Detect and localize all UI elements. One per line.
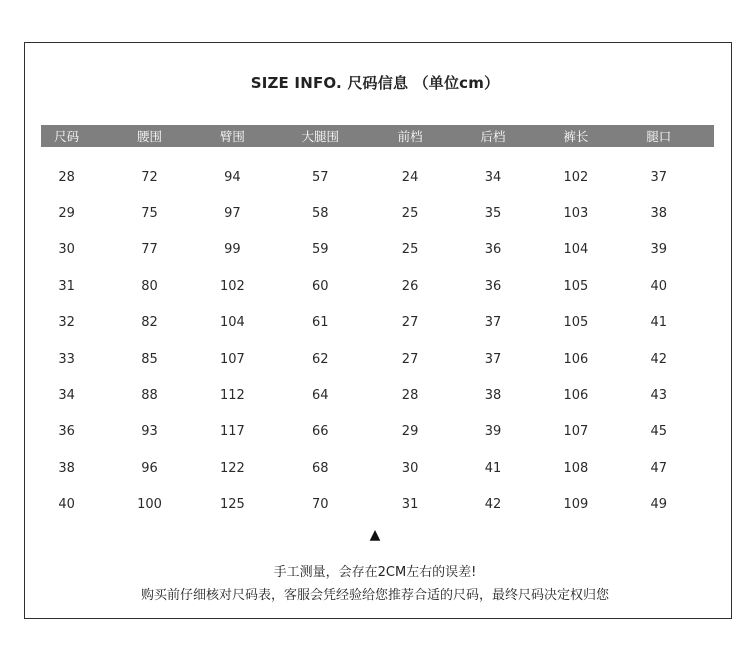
table-cell: 93	[141, 424, 158, 440]
table-cell: 25	[401, 206, 419, 222]
table-cell: 106	[563, 351, 589, 367]
header-cell: 尺码	[54, 129, 80, 144]
table-cell: 57	[311, 169, 329, 185]
table-cell: 88	[141, 388, 158, 404]
table-cell: 104	[220, 315, 245, 331]
table-cell: 36	[484, 278, 502, 294]
table-cell: 40	[58, 497, 75, 513]
header-cell: 大腿围	[301, 129, 340, 144]
table-cell: 68	[311, 460, 329, 476]
table-cell: 62	[311, 351, 329, 367]
table-cell: 59	[311, 242, 329, 258]
table-cell: 72	[141, 169, 158, 185]
table-cell: 64	[311, 388, 329, 404]
table-cell: 39	[484, 424, 502, 440]
triangle-up-icon: ▲	[369, 527, 381, 543]
table-cell: 45	[650, 424, 668, 440]
table-cell: 105	[563, 278, 589, 294]
table-cell: 28	[58, 169, 75, 185]
table-cell: 42	[650, 351, 668, 367]
table-cell: 28	[401, 388, 419, 404]
table-header-row	[41, 125, 714, 147]
table-cell: 38	[58, 460, 75, 476]
table-row	[41, 195, 714, 231]
table-cell: 99	[224, 242, 241, 258]
table-cell: 39	[650, 242, 668, 258]
table-cell: 94	[224, 169, 241, 185]
table-cell: 61	[311, 315, 329, 331]
table-cell: 66	[311, 424, 329, 440]
table-cell: 106	[563, 388, 589, 404]
table-cell: 38	[650, 206, 668, 222]
table-row	[41, 377, 714, 413]
size-advice-note: 购买前仔细核对尺码表，客服会凭经验给您推荐合适的尺码，最终尺码决定权归您	[140, 588, 609, 603]
table-cell: 102	[220, 278, 245, 294]
table-cell: 29	[58, 206, 75, 222]
table-cell: 82	[141, 315, 158, 331]
table-cell: 36	[58, 424, 75, 440]
table-cell: 58	[311, 206, 329, 222]
table-cell: 31	[401, 497, 419, 513]
table-row	[41, 450, 714, 486]
table-cell: 37	[650, 169, 668, 185]
table-cell: 85	[141, 351, 158, 367]
table-cell: 38	[484, 388, 502, 404]
table-cell: 24	[401, 169, 419, 185]
table-cell: 122	[220, 460, 245, 476]
table-cell: 42	[484, 497, 502, 513]
table-cell: 47	[650, 460, 668, 476]
measurement-note: 手工测量，会存在2CM左右的误差!	[273, 565, 477, 580]
table-cell: 75	[141, 206, 158, 222]
table-row	[41, 305, 714, 341]
table-cell: 107	[220, 351, 245, 367]
table-cell: 25	[401, 242, 419, 258]
table-cell: 97	[224, 206, 241, 222]
table-cell: 103	[563, 206, 589, 222]
table-cell: 43	[650, 388, 668, 404]
table-body	[41, 147, 714, 523]
header-cell: 前档	[397, 129, 423, 144]
table-cell: 100	[137, 497, 162, 513]
table-cell: 34	[58, 388, 75, 404]
table-cell: 35	[484, 206, 502, 222]
table-cell: 49	[650, 497, 668, 513]
table-cell: 108	[563, 460, 589, 476]
table-cell: 36	[484, 242, 502, 258]
table-cell: 70	[311, 497, 329, 513]
table-row	[41, 414, 714, 450]
table-row	[41, 232, 714, 268]
size-table	[41, 125, 714, 523]
page-title: SIZE INFO. 尺码信息 （单位cm）	[250, 74, 500, 92]
table-row	[41, 268, 714, 304]
table-cell: 80	[141, 278, 158, 294]
header-cell: 后档	[480, 129, 506, 144]
header-cell: 臂围	[219, 129, 245, 144]
table-cell: 125	[220, 497, 245, 513]
table-cell: 26	[401, 278, 419, 294]
table-cell: 107	[563, 424, 589, 440]
table-cell: 105	[563, 315, 589, 331]
table-row	[41, 341, 714, 377]
table-cell: 37	[484, 351, 502, 367]
table-cell: 41	[650, 315, 668, 331]
table-cell: 60	[311, 278, 329, 294]
header-cell: 裤长	[563, 129, 589, 144]
table-cell: 96	[141, 460, 158, 476]
table-cell: 102	[563, 169, 589, 185]
table-cell: 29	[401, 424, 419, 440]
table-cell: 33	[58, 351, 75, 367]
table-cell: 112	[220, 388, 245, 404]
table-cell: 37	[484, 315, 502, 331]
table-cell: 117	[220, 424, 245, 440]
table-cell: 104	[563, 242, 589, 258]
table-cell: 41	[484, 460, 502, 476]
table-row	[41, 159, 714, 195]
table-cell: 27	[401, 315, 419, 331]
table-cell: 30	[401, 460, 419, 476]
table-cell: 32	[58, 315, 75, 331]
table-cell: 77	[141, 242, 158, 258]
table-cell: 34	[484, 169, 502, 185]
table-row	[41, 487, 714, 523]
table-cell: 40	[650, 278, 668, 294]
table-cell: 31	[58, 278, 75, 294]
header-cell: 腿口	[646, 129, 672, 144]
header-cell: 腰围	[137, 129, 163, 144]
table-cell: 27	[401, 351, 419, 367]
table-cell: 30	[58, 242, 75, 258]
table-cell: 109	[563, 497, 589, 513]
